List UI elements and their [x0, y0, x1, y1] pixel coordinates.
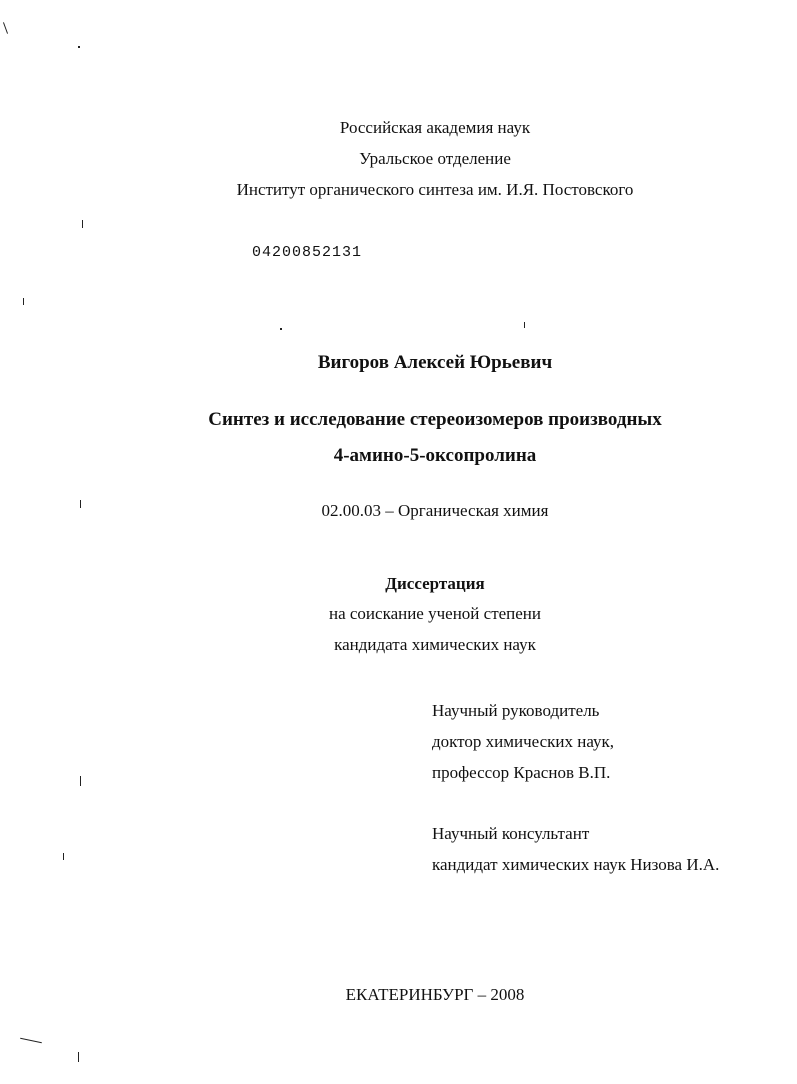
- scan-mark: [78, 46, 80, 48]
- scan-mark: [3, 22, 8, 34]
- scan-mark: [23, 298, 24, 305]
- thesis-title-line-1: Синтез и исследование стереоизомеров производных: [208, 409, 662, 430]
- scan-mark: [82, 220, 83, 228]
- supervisor-name: профессор Краснов В.П.: [432, 763, 611, 782]
- institute-name: Институт органического синтеза им. И.Я. Постовского: [236, 180, 634, 199]
- degree-line-1: на соискание ученой степени: [328, 604, 542, 623]
- supervisor-degree: доктор химических наук,: [432, 732, 615, 751]
- scan-mark: [524, 322, 525, 328]
- scan-mark: [78, 1052, 79, 1062]
- consultant-role: Научный консультант: [432, 824, 590, 843]
- specialty: 02.00.03 – Органическая химия: [321, 501, 549, 520]
- scan-mark: [280, 328, 282, 330]
- branch-name: Уральское отделение: [359, 149, 511, 168]
- academy-name: Российская академия наук: [339, 118, 531, 137]
- scan-mark: [20, 1038, 42, 1044]
- registration-number: 04200852131: [252, 244, 363, 261]
- degree-line-2: кандидата химических наук: [334, 635, 536, 654]
- consultant-name: кандидат химических наук Низова И.А.: [432, 855, 720, 874]
- author-name: Вигоров Алексей Юрьевич: [317, 352, 553, 373]
- scan-mark: [80, 776, 81, 786]
- document-type: Диссертация: [385, 574, 485, 593]
- thesis-title-line-2: 4-амино-5-оксопролина: [333, 445, 537, 466]
- city-year: ЕКАТЕРИНБУРГ – 2008: [345, 985, 525, 1004]
- supervisor-role: Научный руководитель: [432, 701, 600, 720]
- scan-mark: [63, 853, 64, 860]
